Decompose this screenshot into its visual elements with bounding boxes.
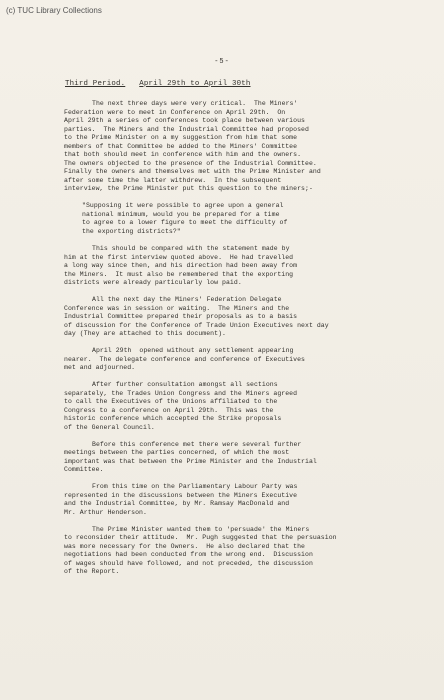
text-line: was more necessary for the Owners. He also declared that the — [64, 542, 305, 550]
text-line: historic conference which accepted the Strike proposals — [64, 415, 282, 422]
text-line: important was that between the Prime Minister and the Industrial — [64, 457, 317, 465]
paragraph — [64, 483, 409, 517]
paragraph — [64, 245, 409, 288]
text-line: April 29th a series of conferences took place between various — [64, 117, 305, 124]
text-line: The owners objected to the presence of the Industrial Committee. — [64, 159, 317, 167]
text-line: Committee. — [64, 466, 104, 473]
quoted-question — [82, 202, 409, 236]
text-line: of wages should have followed, and not preceded, the discussion — [64, 559, 313, 567]
text-line-content: April 29th opened without any settlement appearing — [92, 347, 294, 354]
text-line: after some time the latter withdrew. In the subsequent — [64, 176, 282, 184]
page-number: -5- — [214, 58, 230, 66]
text-line: districts were already particularly low paid. — [64, 279, 242, 286]
paragraph — [64, 296, 409, 339]
text-line: Mr. Arthur Henderson. — [64, 508, 147, 516]
text-line — [64, 347, 409, 356]
paragraph — [64, 347, 409, 373]
paragraph — [64, 381, 409, 432]
text-line-content: From this time on the Parliamentary Labour Party was — [92, 483, 298, 490]
text-line: interview, the Prime Minister put this question to the miners;- — [64, 185, 313, 192]
text-line: of discussion for the Conference of Trade Union Executives next day — [64, 321, 329, 329]
text-line — [64, 245, 409, 254]
text-line-content: The next three days were very critical. The Miners' — [92, 100, 298, 107]
paragraph — [64, 441, 409, 475]
text-line — [64, 100, 409, 109]
text-line: Federation were to meet in Conference on April 29th. On — [64, 108, 286, 116]
text-line — [64, 483, 409, 492]
text-line: negotiations had been conducted from the wrong end. Discussion — [64, 551, 313, 558]
copyright-watermark: (c) TUC Library Collections — [6, 6, 102, 15]
text-line: "Supposing it were possible to agree upon a general — [82, 202, 284, 209]
text-line: him at the first interview quoted above. He had travelled — [64, 253, 294, 261]
heading-label: Third Period. — [65, 80, 126, 88]
text-line-content: This should be compared with the statement made by — [92, 245, 290, 252]
paragraph — [64, 526, 409, 577]
text-line: national minimum, would you be prepared for a time — [82, 210, 280, 218]
document-body — [64, 100, 409, 585]
text-line: met and adjourned. — [64, 364, 136, 371]
text-line: parties. The Miners and the Industrial Committee had proposed — [64, 125, 309, 133]
text-line: Finally the owners and themselves met with the Prime Minister and — [64, 168, 321, 175]
text-line: separately, the Trades Union Congress and the Miners agreed — [64, 389, 298, 397]
text-line: a long way since then, and his direction had been away from — [64, 262, 298, 269]
text-line: Conference was in session or waiting. The Miners and the — [64, 304, 290, 312]
text-line: to call the Executives of the Unions affiliated to the — [64, 398, 278, 405]
text-line: and the Industrial Committee, by Mr. Ramsay MacDonald and — [64, 500, 290, 507]
text-line: meetings between the parties concerned, of which the most — [64, 449, 290, 456]
text-line: to the Prime Minister on a my suggestion from him that some — [64, 134, 298, 141]
text-line: the exporting districts?" — [82, 227, 181, 235]
section-heading — [65, 80, 251, 88]
text-line-content: The Prime Minister wanted them to 'persuade' the Miners — [92, 525, 310, 533]
text-line: of the Report. — [64, 568, 120, 575]
text-line — [64, 441, 409, 450]
text-line: that both should meet in conference with him and the owners. — [64, 151, 302, 158]
text-line: day (They are attached to this document). — [64, 330, 226, 337]
text-line-content: After further consultation amongst all sections — [92, 381, 278, 388]
text-line-content: Before this conference met there were several further — [92, 440, 302, 448]
text-line: the Miners. It must also be remembered that the exporting — [64, 270, 294, 278]
text-line: members of that Committee be added to the Miners' Committee — [64, 142, 298, 150]
heading-dates: April 29th to April 30th — [139, 80, 251, 88]
text-line: nearer. The delegate conference and conference of Executives — [64, 355, 305, 363]
text-line: Industrial Committee prepared their proposals as to a basis — [64, 313, 298, 320]
text-line: Congress to a conference on April 29th. This was the — [64, 406, 274, 414]
text-line: of the General Council. — [64, 423, 155, 431]
text-line: to reconsider their attitude. Mr. Pugh suggested that the persuasion — [64, 534, 337, 541]
text-line: represented in the discussions between the Miners Executive — [64, 491, 298, 499]
text-line: to agree to a lower figure to meet the difficulty of — [82, 219, 288, 226]
text-line-content: All the next day the Miners' Federation Delegate — [92, 296, 282, 303]
text-line — [64, 296, 409, 305]
paragraph — [64, 100, 409, 194]
text-line — [64, 381, 409, 390]
text-line — [64, 526, 409, 535]
